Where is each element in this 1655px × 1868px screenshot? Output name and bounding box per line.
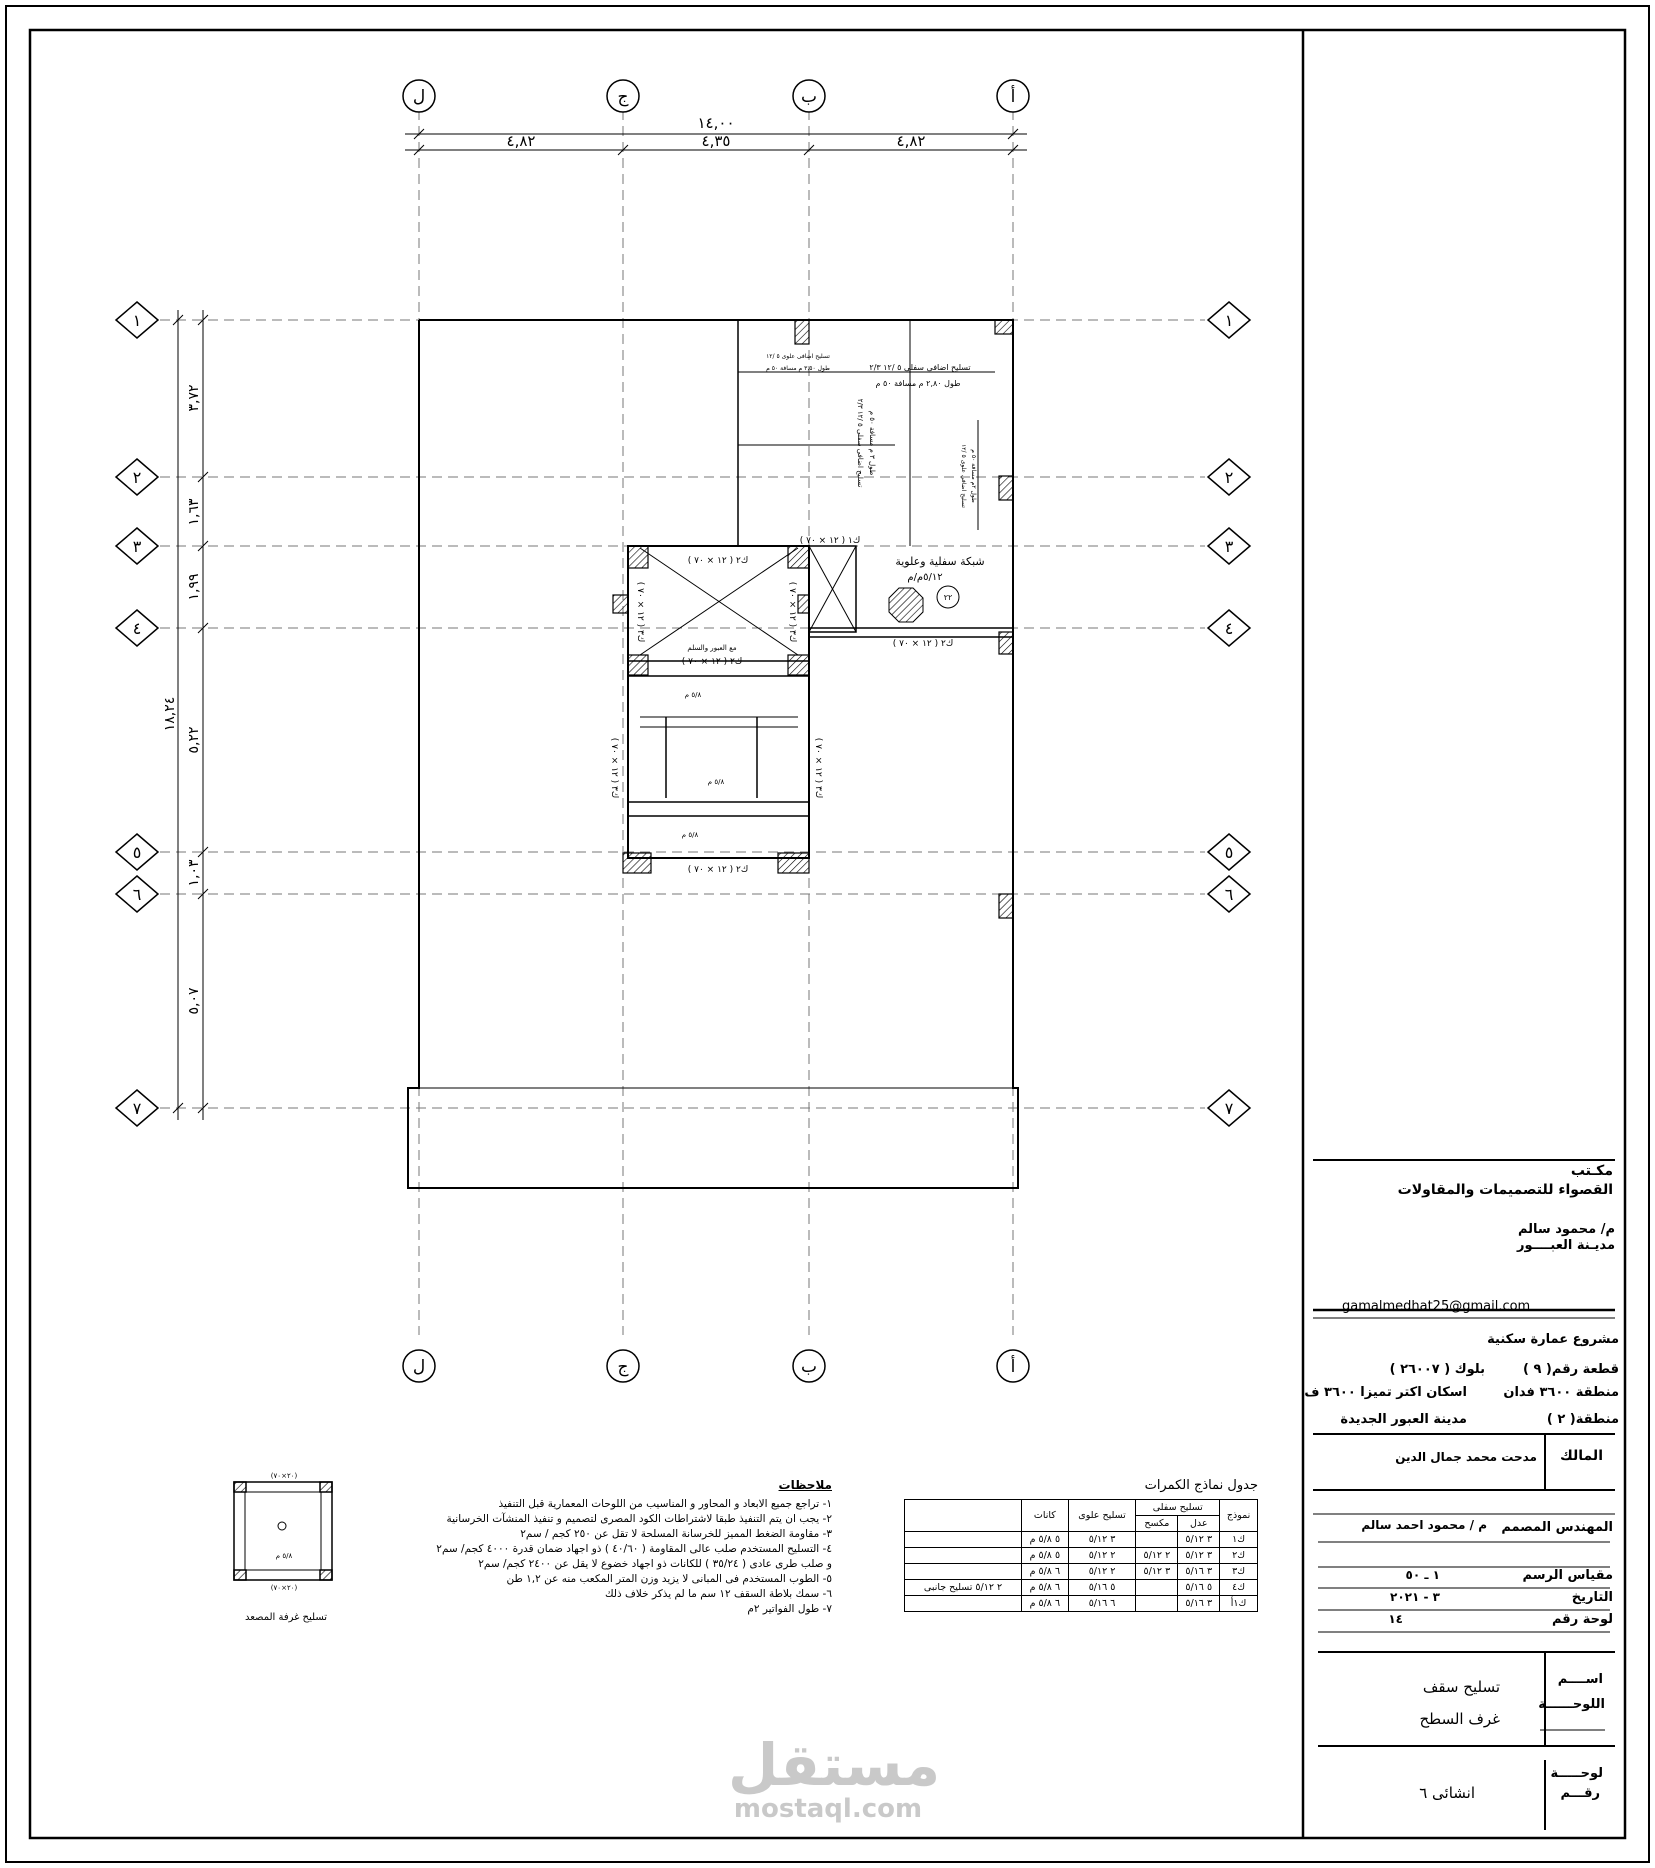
sheet-name-2: غرف السطح [1419,1710,1500,1728]
axis-label-1-left: ١ [132,311,142,330]
axis-label-j-bottom: ج [617,1357,629,1377]
scale-value: ١ ـ ٥٠ [1405,1568,1440,1582]
axis-label-j-top: ج [617,87,629,107]
zone-area: منطقة ٣٦٠٠ فدان [1503,1385,1619,1400]
table-row [905,1596,1258,1612]
note-item: و صلب طرى عادى ( ٣٥/٢٤ ) للكانات ذو اجهاد خضوع لا يقل عن ٢٤٠٠ كجم/ سم٢ [478,1558,832,1570]
notes-block [420,1478,832,1617]
elevator-beam-label: (٢٠×٧٠) [270,1472,298,1480]
axis-label-3-left: ٣ [132,537,142,556]
mesh-symbol [889,586,959,622]
cell: ٣ ٥/١٦ [1178,1596,1220,1612]
cell: ٣ ٥/١٢ [1136,1564,1178,1580]
office-line-2: القصواء للتصميمات والمقاولات [1397,1182,1613,1198]
beam-schedule [904,1478,1258,1612]
cell: ٦ ٥/٨ م [1022,1580,1069,1596]
axis-bubbles-horizontal [116,302,1250,1126]
void-note: مع العبور والسلم [687,644,737,652]
engineer-line-1: م/ محمود سالم [1517,1222,1615,1237]
designer-name: م / محمود احمد سالم [1361,1518,1487,1532]
cell: ٣ ٥/١٢ [1178,1548,1220,1564]
cell [1136,1532,1178,1548]
beam-label-bottom: ك٢ ( ١٢ × ٧٠ ) [687,865,749,875]
beam-label-bottom-core: ك٢ ( ١٢ × ٧٠ ) [681,657,743,667]
owner-label: المالك [1560,1448,1603,1464]
axis-label-6-left: ٦ [132,885,142,904]
table-row [905,1532,1258,1548]
watermark [728,1731,941,1824]
axis-label-4-right: ٤ [1224,619,1234,638]
axis-label-b-top: ب [800,87,818,107]
cell: ٢ ٥/١٢ [1068,1564,1136,1580]
beam-label-lower-right: ك٣ ( ١٢ × ٧٠ ) [813,737,823,799]
table-row [905,1548,1258,1564]
axis-label-b-bottom: ب [800,1357,818,1377]
add-rebar-1b: طول ٢,٨٠ م مسافة ٥٠ م [875,379,961,388]
axis-label-a-top: أ [1010,87,1016,107]
note-item: ٧- طول الفواتير ٢م [747,1603,832,1615]
block-number: بلوك ( ٢٦٠٠٧ ) [1389,1362,1485,1377]
beam-label-lower-left: ك٣ ( ١٢ × ٧٠ ) [609,737,619,799]
cell: ٣ ٥/١٦ [1178,1564,1220,1580]
elevator-room-detail [234,1482,332,1580]
table-row [905,1564,1258,1580]
titleblock-lines [1313,1160,1615,1830]
watermark-arabic: مستقل [728,1731,941,1799]
axis-label-5-left: ٥ [132,843,142,862]
cell [905,1564,1022,1580]
cell: ك٢ [1220,1548,1258,1564]
cell: ٦ ٥/٨ م [1022,1564,1069,1580]
project-name: مشروع عمارة سكنية [1487,1332,1619,1347]
mesh-small-3: ٥/٨ م [681,831,699,839]
dim-left-overall: ١٨,٢٤ [162,696,178,732]
cell: ٦ ٥/١٦ [1068,1596,1136,1612]
sheet-label-1: لوحـــــة [1550,1766,1603,1781]
watermark-latin: mostaql.com [733,1794,923,1824]
add-rebar-1: تسليح اضافى سفلى ٥ /١٢ ٢/٣ [869,363,971,372]
th-stirrups: كانات [1022,1500,1069,1532]
add-rebar-4b: طول ٢م مسافة ٥٠ م [970,449,977,503]
horizontal-axes [160,320,1205,1108]
cell [1136,1596,1178,1612]
axis-label-4-left: ٤ [132,619,142,638]
th-bottom: تسليح سفلى [1136,1500,1220,1516]
axis-label-1-right: ١ [1224,311,1234,330]
th-bent: مكسح [1136,1516,1178,1532]
axis-label-5-right: ٥ [1224,843,1234,862]
mesh-small-1: ٥/٨ م [684,691,702,699]
slab-tag: ٢٢ [943,593,953,602]
cell: ٥ ٥/٨ م [1022,1532,1069,1548]
table-row [905,1580,1258,1596]
dim-top-overall: ١٤,٠٠ [697,114,735,132]
cell: ٣ ٥/١٢ [1068,1532,1136,1548]
dim-left-span-3: ١,٩٩ [186,573,202,601]
notes-title: ملاحظات [778,1478,832,1492]
cell: ٥ ٥/١٦ [1068,1580,1136,1596]
columns [613,320,1013,918]
th-extra [905,1500,1022,1532]
cell: ٦ ٥/٨ م [1022,1596,1069,1612]
beam-label-side-left: ك٣ ( ١٢ × ٧٠ ) [635,581,645,643]
dim-top-span-2: ٤,٣٥ [701,132,731,150]
note-item: ٤- التسليح المستخدم صلب عالى المقاومة ( ٤٠/٦٠ ) ذو اجهاد ضمان قدرة ٤٠٠٠ كجم/ سم٢ [436,1543,832,1555]
beam-label-side-right: ك٣ ( ١٢ × ٧٠ ) [787,581,797,643]
axis-bubbles-vertical [403,80,1029,1382]
axis-label-7-right: ٧ [1224,1099,1234,1118]
building-outline [408,320,1018,1188]
cell: ٣ ٥/١٢ [1178,1532,1220,1548]
cell [905,1596,1022,1612]
dim-left-span-4: ٥,٢٢ [186,726,202,754]
office-line-1: مكـتب [1570,1163,1613,1179]
cell: ٢ ٥/١٢ [1136,1548,1178,1564]
city-name: مدينة العبور الجديدة [1340,1412,1467,1427]
cell: ٢ ٥/١٢ [1068,1548,1136,1564]
cell [905,1532,1022,1548]
beam-label-right-ext: ك٢ ( ١٢ × ٧٠ ) [892,639,954,649]
add-rebar-2: تسليح اضافى علوى ٥ /١٢ [766,353,830,360]
add-rebar-2b: طول ٣,٥٠ م مسافة ٥٠ م [766,365,830,372]
designer-label: المهندس المصمم [1501,1520,1613,1535]
beam-label-k1: ك١ ( ١٢ × ٧٠ ) [799,536,861,546]
sheet-no-label: لوحة رقم [1551,1612,1613,1627]
sheet-value: انشائى ٦ [1419,1784,1475,1802]
dim-left-span-1: ٣,٧٢ [186,384,202,412]
contact-email: gamalmedhat25@gmail.com [1342,1299,1531,1314]
cell: ك٤ [1220,1580,1258,1596]
dim-left-span-2: ١,٦٣ [186,498,202,526]
vertical-axes [419,110,1013,1335]
cell: ك١ [1220,1532,1258,1548]
cell: ٢ ٥/١٢ تسليح جانبى [905,1580,1022,1596]
dim-top-span-1: ٤,٨٢ [506,132,536,150]
th-model: نموذج [1220,1500,1258,1532]
note-item: ٣- مقاومة الضغط المميز للخرسانة المسلحة لا تقل عن ٢٥٠ كجم / سم٢ [520,1528,832,1540]
note-item: ١- تراجع جميع الابعاد و المحاور و المناسيب من اللوحات المعمارية قبل التنفيذ [498,1498,832,1510]
note-item: ٥- الطوب المستخدم فى المبانى لا يزيد وزن المتر المكعب منه عن ١,٢ طن [506,1573,832,1585]
cell [1136,1580,1178,1596]
add-rebar-3: تسليح اضافى سفلى ٥ /١٢ ٢/٣ [856,398,864,488]
beam-label-top-core: ك٢ ( ١٢ × ٧٠ ) [687,556,749,566]
elevator-beam-label-bottom: (٢٠×٧٠) [270,1584,298,1592]
sheet-no-value: ١٤ [1388,1612,1403,1626]
elevator-mesh-label: ٥/٨ م [275,1552,293,1560]
cell: ك٣ [1220,1564,1258,1580]
th-top: تسليح علوى [1068,1500,1136,1532]
sheet-name-label-1: اســــم [1557,1672,1603,1687]
sheet-name-1: تسليح سقف [1422,1678,1500,1696]
axis-label-a-bottom: أ [1010,1357,1016,1377]
cell: ٥ ٥/٨ م [1022,1548,1069,1564]
note-item: ٦- سمك بلاطة السقف ١٢ سم ما لم يذكر خلاف ذلك [604,1588,832,1600]
beam-table [904,1499,1258,1612]
dim-left-span-6: ٥,٠٧ [186,987,202,1015]
axis-label-l-top: ل [412,87,426,107]
plot-number: قطعة رقم( ٩ ) [1523,1362,1619,1377]
scale-label: مقياس الرسم [1522,1568,1613,1583]
date-label: التاريخ [1571,1590,1613,1605]
zone-number: منطقة( ٢ ) [1546,1412,1619,1427]
sheet-name-label-2: اللوحــــــة [1538,1697,1605,1712]
owner-name: مدحت محمد جمال الدين [1395,1450,1537,1464]
axis-label-l-bottom: ل [412,1357,426,1377]
beam-table-title: جدول نماذج الكمرات [1144,1478,1258,1493]
housing-type: اسكان اكتر تميزا ٣٦٠٠ ف [1304,1385,1467,1400]
cell: ٥ ٥/١٦ [1178,1580,1220,1596]
axis-label-2-right: ٢ [1224,468,1234,487]
mesh-note: شبكة سفلية وعلوية [895,555,985,568]
date-value: ٣ - ٢٠٢١ [1390,1590,1440,1604]
mesh-small-2: ٥/٨ م [707,778,725,786]
note-item: ٢- يجب ان يتم التنفيذ طبقا لاشتراطات الكود المصرى لتصميم و تنفيذ المنشآت الخرسانية [446,1513,832,1525]
dim-left-span-5: ١,٠٣ [186,859,202,887]
add-rebar-3b: طول ٣ م مسافة ٥٠ م [868,410,876,476]
axis-label-2-left: ٢ [132,468,142,487]
mesh-bars: ٥/١٢م/م [907,572,943,583]
cell [905,1548,1022,1564]
th-straight: عدل [1178,1516,1220,1532]
axis-label-3-right: ٣ [1224,537,1234,556]
elevator-caption: تسليح غرفة المصعد [244,1612,328,1623]
cell: ك١أ [1220,1596,1258,1612]
dim-top-span-3: ٤,٨٢ [896,132,926,150]
axis-label-6-right: ٦ [1224,885,1234,904]
sheet-label-2: رقـــم [1560,1786,1600,1801]
axis-label-7-left: ٧ [132,1099,142,1118]
add-rebar-4: تسليح اضافى علوى ٥ /١٢ [960,444,967,508]
engineer-line-2: مديـنة العبــــور [1517,1238,1615,1253]
